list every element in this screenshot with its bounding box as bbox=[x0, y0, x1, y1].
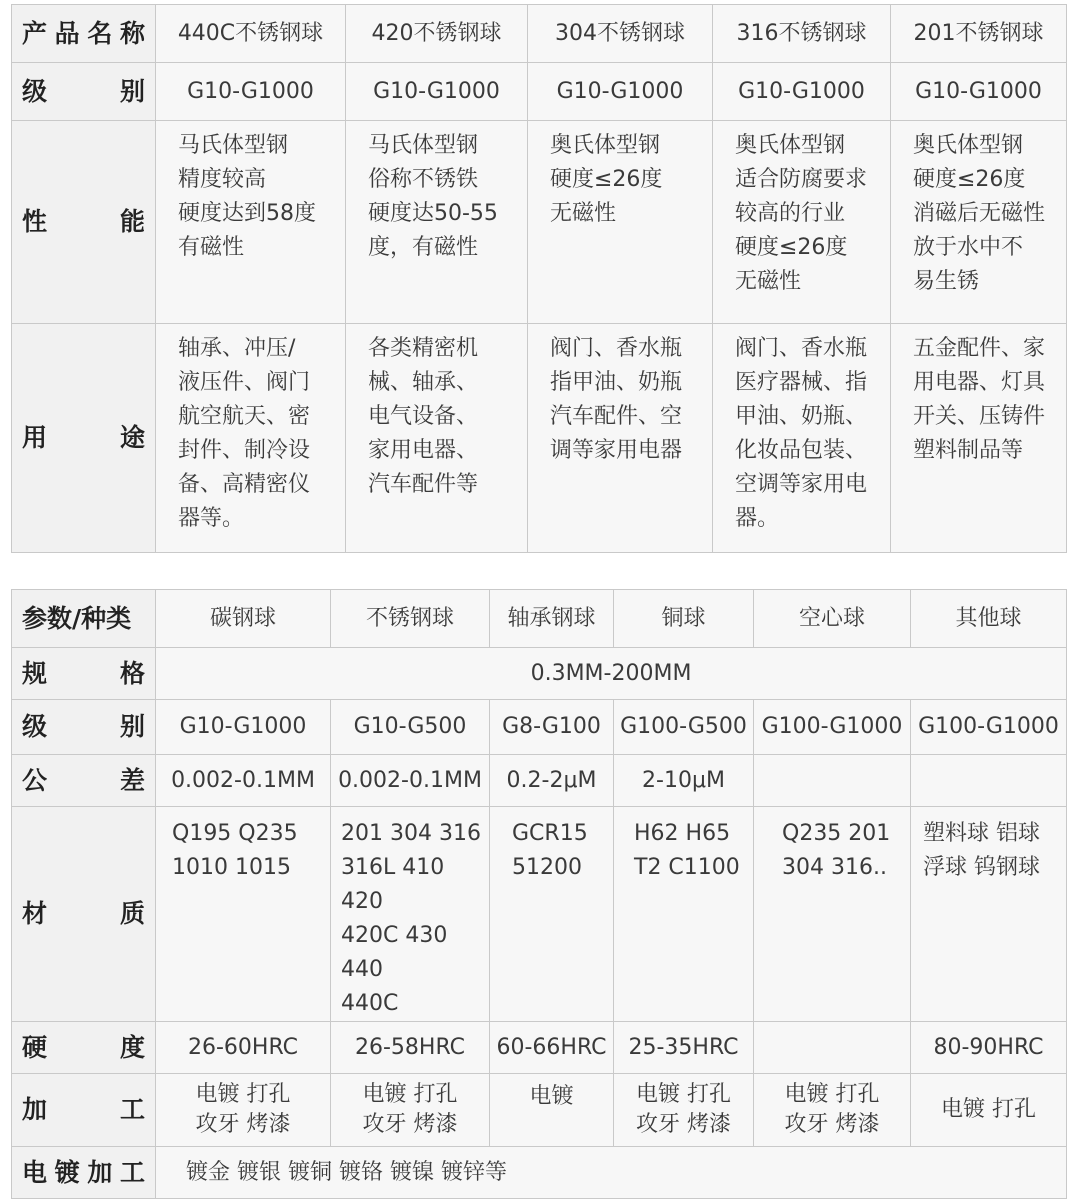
table-row bbox=[12, 1074, 1067, 1147]
table-cell: 轴承、冲压/ 液压件、阀门 航空航天、密 封件、制冷设 备、高精密仪 器等。 bbox=[156, 324, 346, 553]
stainless-ball-table bbox=[11, 4, 1067, 553]
table-cell: 各类精密机 械、轴承、 电气设备、 家用电器、 汽车配件等 bbox=[346, 324, 528, 553]
table-row bbox=[12, 648, 1067, 700]
table-cell: G10-G500 bbox=[331, 700, 490, 755]
table-cell: 电镀 打孔 攻牙 烤漆 bbox=[331, 1074, 490, 1147]
table-cell: 电镀 打孔 攻牙 烤漆 bbox=[754, 1074, 911, 1147]
table-cell: GCR15 51200 bbox=[490, 807, 614, 1022]
table-cell: G10-G1000 bbox=[156, 63, 346, 121]
table-cell: G10-G1000 bbox=[528, 63, 713, 121]
table-cell: 奥氏体型钢 硬度≤26度 无磁性 bbox=[528, 121, 713, 324]
table-cell: 电镀 打孔 bbox=[911, 1074, 1067, 1147]
table-row bbox=[12, 1147, 1067, 1199]
ball-parameters-table bbox=[11, 589, 1067, 1199]
table-cell: G100-G1000 bbox=[911, 700, 1067, 755]
table-cell: G10-G1000 bbox=[713, 63, 891, 121]
column-header: 轴承钢球 bbox=[490, 590, 614, 648]
table-cell: G8-G100 bbox=[490, 700, 614, 755]
table-cell: 五金配件、家 用电器、灯具 开关、压铸件 塑料制品等 bbox=[891, 324, 1067, 553]
plating-value: 镀金 镀银 镀铜 镀铬 镀镍 镀锌等 bbox=[156, 1147, 1067, 1199]
table-cell: 阀门、香水瓶 指甲油、奶瓶 汽车配件、空 调等家用电器 bbox=[528, 324, 713, 553]
table-cell: 奥氏体型钢 适合防腐要求 较高的行业 硬度≤26度 无磁性 bbox=[713, 121, 891, 324]
table-cell bbox=[911, 755, 1067, 807]
table-row bbox=[12, 1022, 1067, 1074]
table-row bbox=[12, 121, 1067, 324]
table-cell: Q235 201 304 316.. bbox=[754, 807, 911, 1022]
row-header: 级 别 bbox=[12, 700, 156, 755]
table-row bbox=[12, 807, 1067, 1022]
table-row bbox=[12, 700, 1067, 755]
row-header: 级 别 bbox=[12, 63, 156, 121]
table-row bbox=[12, 5, 1067, 63]
table-row bbox=[12, 63, 1067, 121]
column-header: 不锈钢球 bbox=[331, 590, 490, 648]
table-cell: G100-G1000 bbox=[754, 700, 911, 755]
row-header: 参数/种类 bbox=[12, 590, 156, 648]
column-header: 304不锈钢球 bbox=[528, 5, 713, 63]
table-cell: G10-G1000 bbox=[891, 63, 1067, 121]
row-header: 产品名称 bbox=[12, 5, 156, 63]
table-cell: 0.2-2μM bbox=[490, 755, 614, 807]
row-header: 性 能 bbox=[12, 121, 156, 324]
table-row bbox=[12, 324, 1067, 553]
column-header: 空心球 bbox=[754, 590, 911, 648]
table-row bbox=[12, 755, 1067, 807]
table-cell: 60-66HRC bbox=[490, 1022, 614, 1074]
table-cell: 0.002-0.1MM bbox=[156, 755, 331, 807]
column-header: 碳钢球 bbox=[156, 590, 331, 648]
table-cell bbox=[754, 1022, 911, 1074]
column-header: 440C不锈钢球 bbox=[156, 5, 346, 63]
table-cell: 80-90HRC bbox=[911, 1022, 1067, 1074]
row-header: 用 途 bbox=[12, 324, 156, 553]
table-cell: G10-G1000 bbox=[156, 700, 331, 755]
table-cell: G100-G500 bbox=[614, 700, 754, 755]
row-header: 公 差 bbox=[12, 755, 156, 807]
table-cell: 26-58HRC bbox=[331, 1022, 490, 1074]
row-header: 材 质 bbox=[12, 807, 156, 1022]
table-cell: 阀门、香水瓶 医疗器械、指 甲油、奶瓶、 化妆品包装、 空调等家用电 器。 bbox=[713, 324, 891, 553]
table-row bbox=[12, 590, 1067, 648]
row-header: 电镀加工 bbox=[12, 1147, 156, 1199]
table-cell: 电镀 bbox=[490, 1074, 614, 1147]
row-header: 规 格 bbox=[12, 648, 156, 700]
table-cell: 电镀 打孔 攻牙 烤漆 bbox=[614, 1074, 754, 1147]
table-cell: 201 304 316 316L 410 420 420C 430 440 440C bbox=[331, 807, 490, 1022]
table-cell: 25-35HRC bbox=[614, 1022, 754, 1074]
table-cell: Q195 Q235 1010 1015 bbox=[156, 807, 331, 1022]
column-header: 316不锈钢球 bbox=[713, 5, 891, 63]
column-header: 铜球 bbox=[614, 590, 754, 648]
table-cell: 塑料球 铝球 浮球 钨钢球 bbox=[911, 807, 1067, 1022]
row-header: 硬 度 bbox=[12, 1022, 156, 1074]
table-cell bbox=[754, 755, 911, 807]
spec-value: 0.3MM-200MM bbox=[156, 648, 1067, 700]
table-cell: 0.002-0.1MM bbox=[331, 755, 490, 807]
column-header: 其他球 bbox=[911, 590, 1067, 648]
table-cell: H62 H65 T2 C1100 bbox=[614, 807, 754, 1022]
table-cell: 奥氏体型钢 硬度≤26度 消磁后无磁性 放于水中不 易生锈 bbox=[891, 121, 1067, 324]
column-header: 420不锈钢球 bbox=[346, 5, 528, 63]
table-cell: 26-60HRC bbox=[156, 1022, 331, 1074]
table-cell: 马氏体型钢 俗称不锈铁 硬度达50-55 度，有磁性 bbox=[346, 121, 528, 324]
column-header: 201不锈钢球 bbox=[891, 5, 1067, 63]
table-cell: 电镀 打孔 攻牙 烤漆 bbox=[156, 1074, 331, 1147]
table-cell: G10-G1000 bbox=[346, 63, 528, 121]
table-cell: 2-10μM bbox=[614, 755, 754, 807]
table-cell: 马氏体型钢 精度较高 硬度达到58度 有磁性 bbox=[156, 121, 346, 324]
row-header: 加 工 bbox=[12, 1074, 156, 1147]
